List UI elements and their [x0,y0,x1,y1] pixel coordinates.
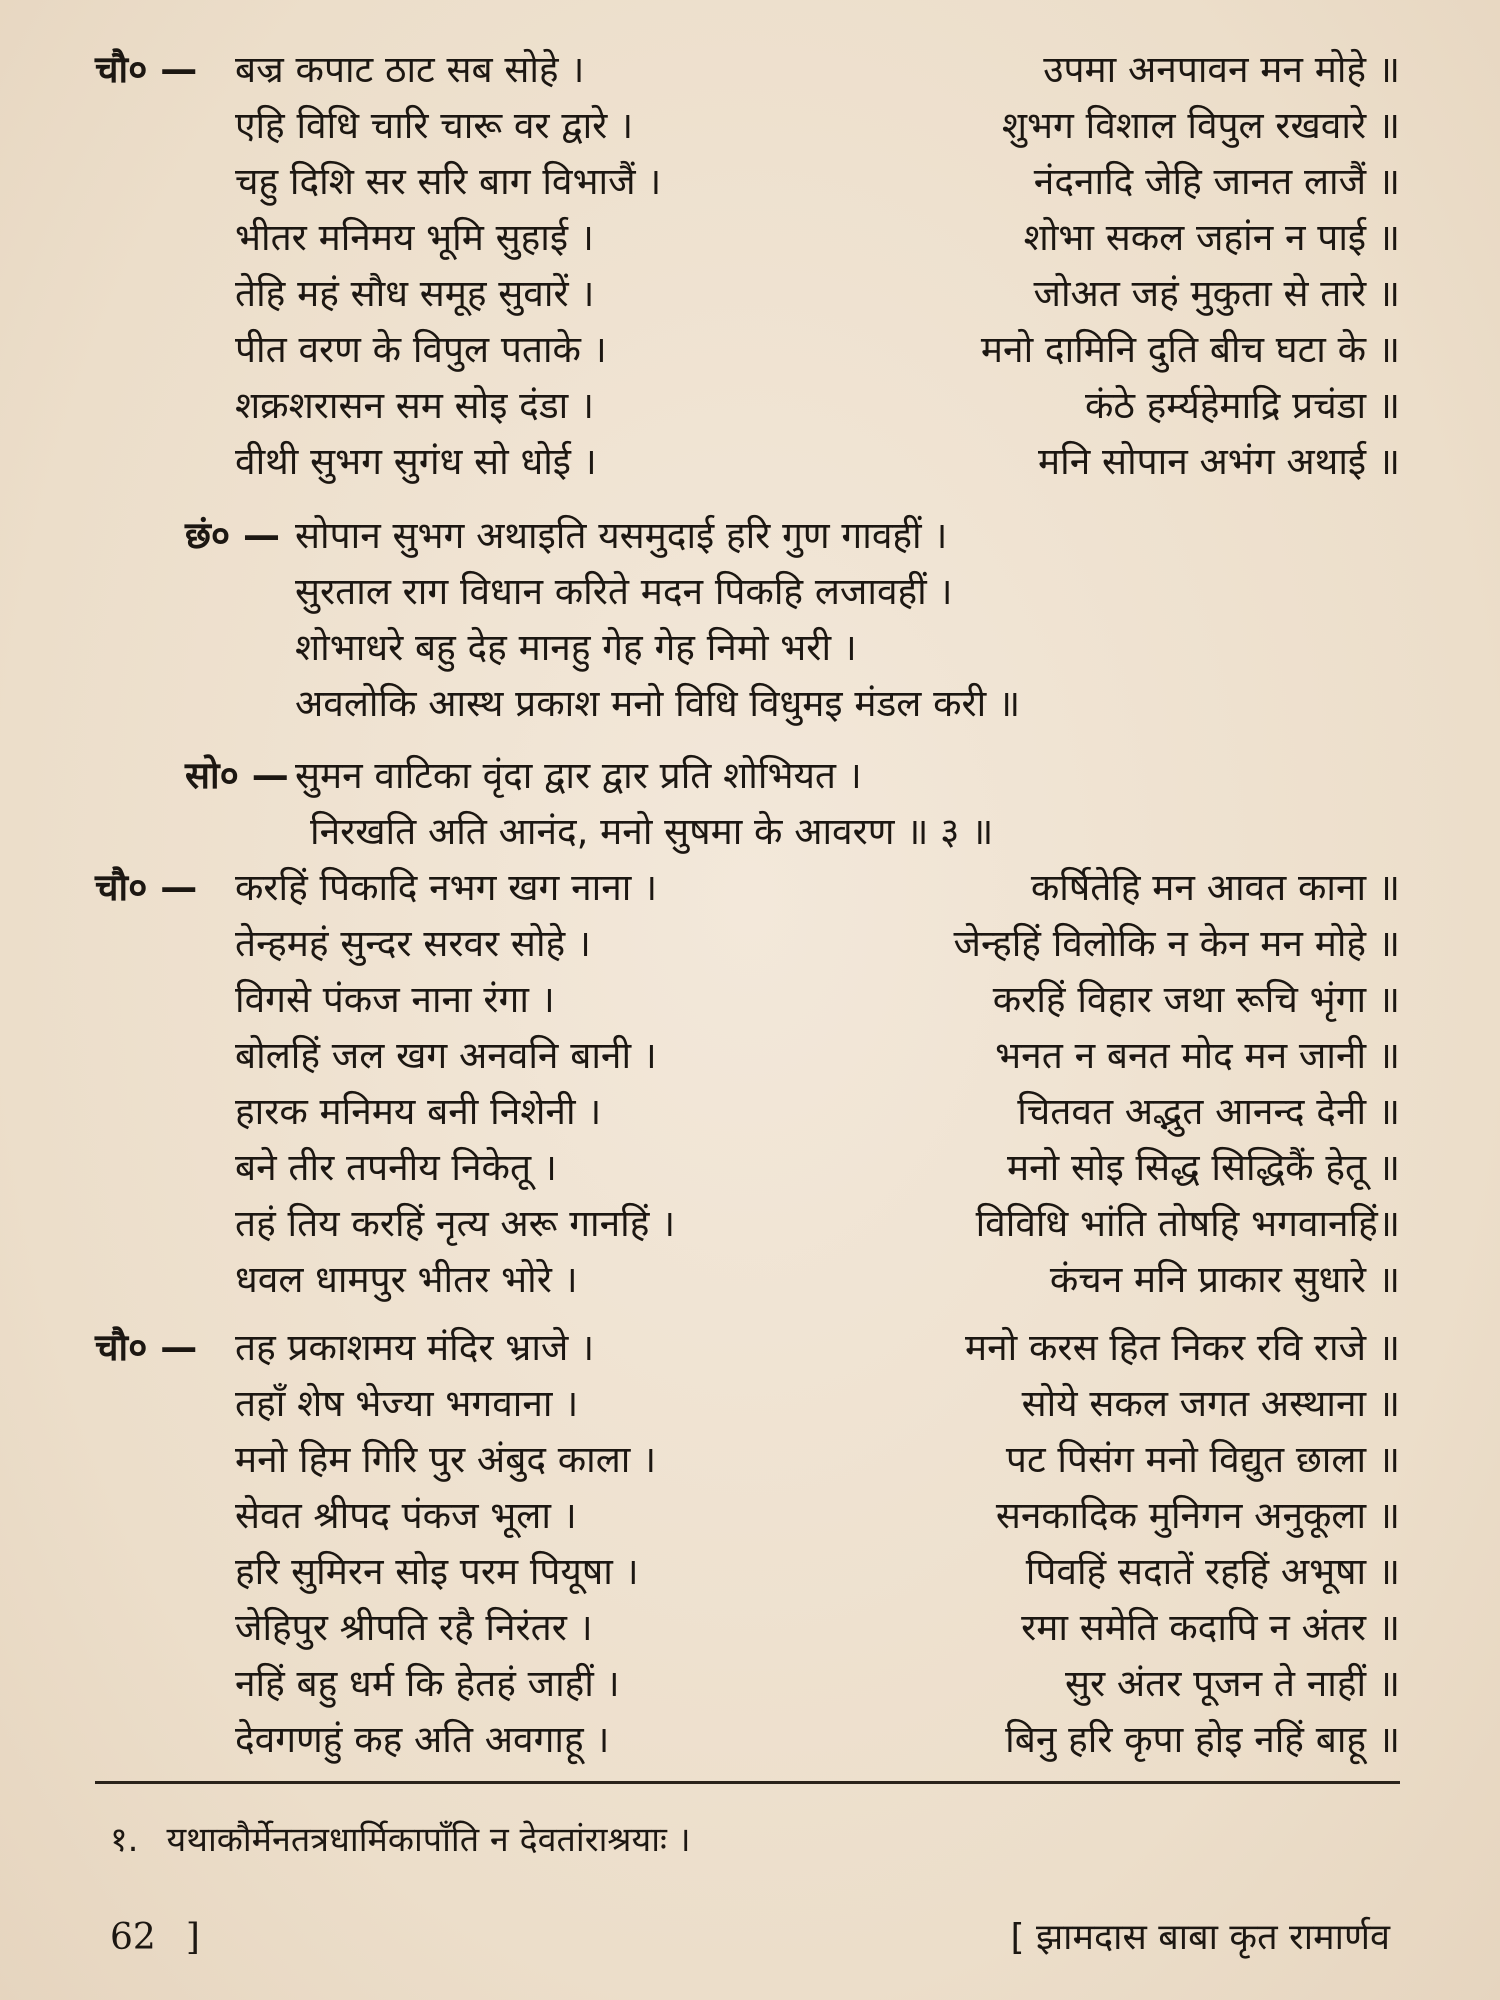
chhand-line: सुरताल राग विधान करिते मदन पिकहि लजावहीं । [295,570,953,613]
verse-line [235,1544,1400,1600]
chhand-line: अवलोकि आस्थ प्रकाश मनो विधि विधुमइ मंडल करी ॥ [295,682,1021,725]
verse-line [235,1320,1400,1376]
verse-first-half: सेवत श्रीपद पंकज भूला । [235,1494,577,1537]
soratha-line: सुमन वाटिका वृंदा द्वार द्वार प्रति शोभियत । [295,754,862,797]
book-title: [ झामदास बाबा कृत रामार्णव [1010,1917,1390,1958]
verse-second-half: सनकादिक मुनिगन अनुकूला ॥ [995,1494,1400,1537]
verse-second-half: नंदनादि जेहि जानत लाजैं ॥ [1033,160,1400,203]
verse-line [235,972,1400,1028]
verse-first-half: करहिं पिकादि नभग खग नाना । [235,866,658,909]
verse-first-half: पीत वरण के विपुल पताके । [235,328,607,371]
footnote-divider [95,1781,1400,1784]
verse-second-half: मनो करस हित निकर रवि राजे ॥ [965,1326,1400,1369]
verse-first-half: विगसे पंकज नाना रंगा । [235,978,555,1021]
verse-line [235,322,1400,378]
verse-line [235,1712,1400,1768]
verse-second-half: उपमा अनपावन मन मोहे ॥ [1043,48,1400,91]
verse-line [235,1028,1400,1084]
chaupai-label: चौ० — [95,48,198,91]
verse-line [235,98,1400,154]
verse-line [235,1656,1400,1712]
verse-first-half: तेन्हमहं सुन्दर सरवर सोहे । [235,922,591,965]
page-number-bracket: ] [185,1917,200,1958]
footnote [110,1815,691,1865]
verse-line [235,860,1400,916]
verse-first-half: भीतर मनिमय भूमि सुहाई । [235,216,594,259]
chaupai-label: चौ० — [95,866,198,909]
verse-second-half: पिवहिं सदातें रहहिं अभूषा ॥ [1025,1550,1400,1593]
soratha-line: निरखति अति आनंद, मनो सुषमा के आवरण ॥ ३ ॥ [310,810,994,853]
verse-first-half: तेहि महं सौध समूह सुवारें । [235,272,595,315]
verse-first-half: शक्रशरासन सम सोइ दंडा । [235,384,594,427]
verse-second-half: सुर अंतर पूजन ते नाहीं ॥ [1064,1662,1400,1705]
verse-second-half: भनत न बनत मोद मन जानी ॥ [995,1034,1400,1077]
verse-second-half: मनि सोपान अभंग अथाई ॥ [1038,440,1400,483]
verse-first-half: तह प्रकाशमय मंदिर भ्राजे । [235,1326,595,1369]
chhand-label: छं० — [185,514,281,557]
verse-first-half: धवल धामपुर भीतर भोरे । [235,1258,578,1301]
chaupai-label: चौ० — [95,1326,198,1369]
verse-second-half: बिनु हरि कृपा होइ नहिं बाहू ॥ [1005,1718,1400,1761]
verse-line [235,266,1400,322]
verse-line [235,1252,1400,1308]
verse-second-half: रमा समेति कदापि न अंतर ॥ [1021,1606,1400,1649]
soratha-label: सो० — [185,754,289,797]
verse-line [235,1600,1400,1656]
verse-second-half: कर्षितेहि मन आवत काना ॥ [1030,866,1400,909]
footnote-number: १. [110,1820,139,1860]
verse-line [235,1432,1400,1488]
verse-first-half: तहाँ शेष भेज्या भगवाना । [235,1382,579,1425]
verse-first-half: जेहिपुर श्रीपति रहै निरंतर । [235,1606,593,1649]
verse-second-half: पट पिसंग मनो विद्युत छाला ॥ [1005,1438,1400,1481]
verse-second-half: मनो सोइ सिद्ध सिद्धिकैं हेतू ॥ [1006,1146,1400,1189]
verse-first-half: बने तीर तपनीय निकेतू । [235,1146,557,1189]
verse-line [235,916,1400,972]
verse-second-half: जोअत जहं मुकुता से तारे ॥ [1033,272,1400,315]
footnote-text: यथाकौर्मेनतत्रधार्मिकापाँति न देवतांराश्रयाः । [166,1820,691,1860]
verse-first-half: देवगणहुं कह अति अवगाहू । [235,1718,610,1761]
page-number [110,1910,200,1966]
verse-second-half: मनो दामिनि दुति बीच घटा के ॥ [980,328,1400,371]
verse-line [235,210,1400,266]
verse-line [235,154,1400,210]
verse-second-half: जेन्हहिं विलोकि न केन मन मोहे ॥ [953,922,1400,965]
verse-line [235,1084,1400,1140]
verse-first-half: वीथी सुभग सुगंध सो धोई । [235,440,597,483]
verse-first-half: मनो हिम गिरि पुर अंबुद काला । [235,1438,657,1481]
verse-first-half: हरि सुमिरन सोइ परम पियूषा । [235,1550,639,1593]
page-number-value: 62 [110,1917,156,1958]
verse-line [235,1140,1400,1196]
verse-line [235,42,1400,98]
verse-line [235,1488,1400,1544]
verse-first-half: नहिं बहु धर्म कि हेतहं जाहीं । [235,1662,620,1705]
verse-line [235,378,1400,434]
verse-first-half: हारक मनिमय बनी निशेनी । [235,1090,602,1133]
verse-first-half: चहु दिशि सर सरि बाग विभाजैं । [235,160,662,203]
verse-second-half: शोभा सकल जहांन न पाई ॥ [1023,216,1400,259]
chhand-line: शोभाधरे बहु देह मानहु गेह गेह निमो भरी । [295,626,857,669]
verse-first-half: एहि विधि चारि चारू वर द्वारे । [235,104,634,147]
verse-first-half: बोलहिं जल खग अनवनि बानी । [235,1034,657,1077]
verse-second-half: कंठे हर्म्यहेमाद्रि प्रचंडा ॥ [1084,384,1400,427]
verse-first-half: बज्र कपाट ठाट सब सोहे । [235,48,585,91]
verse-first-half: तहं तिय करहिं नृत्य अरू गानहिं । [235,1202,676,1245]
verse-second-half: शुभग विशाल विपुल रखवारे ॥ [1001,104,1400,147]
verse-second-half: चितवत अद्भुत आनन्द देनी ॥ [1017,1090,1400,1133]
verse-second-half: कंचन मनि प्राकार सुधारे ॥ [1049,1258,1400,1301]
chhand-line: सोपान सुभग अथाइति यसमुदाई हरि गुण गावहीं । [295,514,948,557]
verse-second-half: विविधि भांति तोषहि भगवानहिं॥ [975,1202,1400,1245]
verse-line [235,434,1400,490]
verse-second-half: करहिं विहार जथा रूचि भृंगा ॥ [992,978,1400,1021]
verse-line [235,1196,1400,1252]
verse-line [235,1376,1400,1432]
verse-second-half: सोये सकल जगत अस्थाना ॥ [1021,1382,1400,1425]
